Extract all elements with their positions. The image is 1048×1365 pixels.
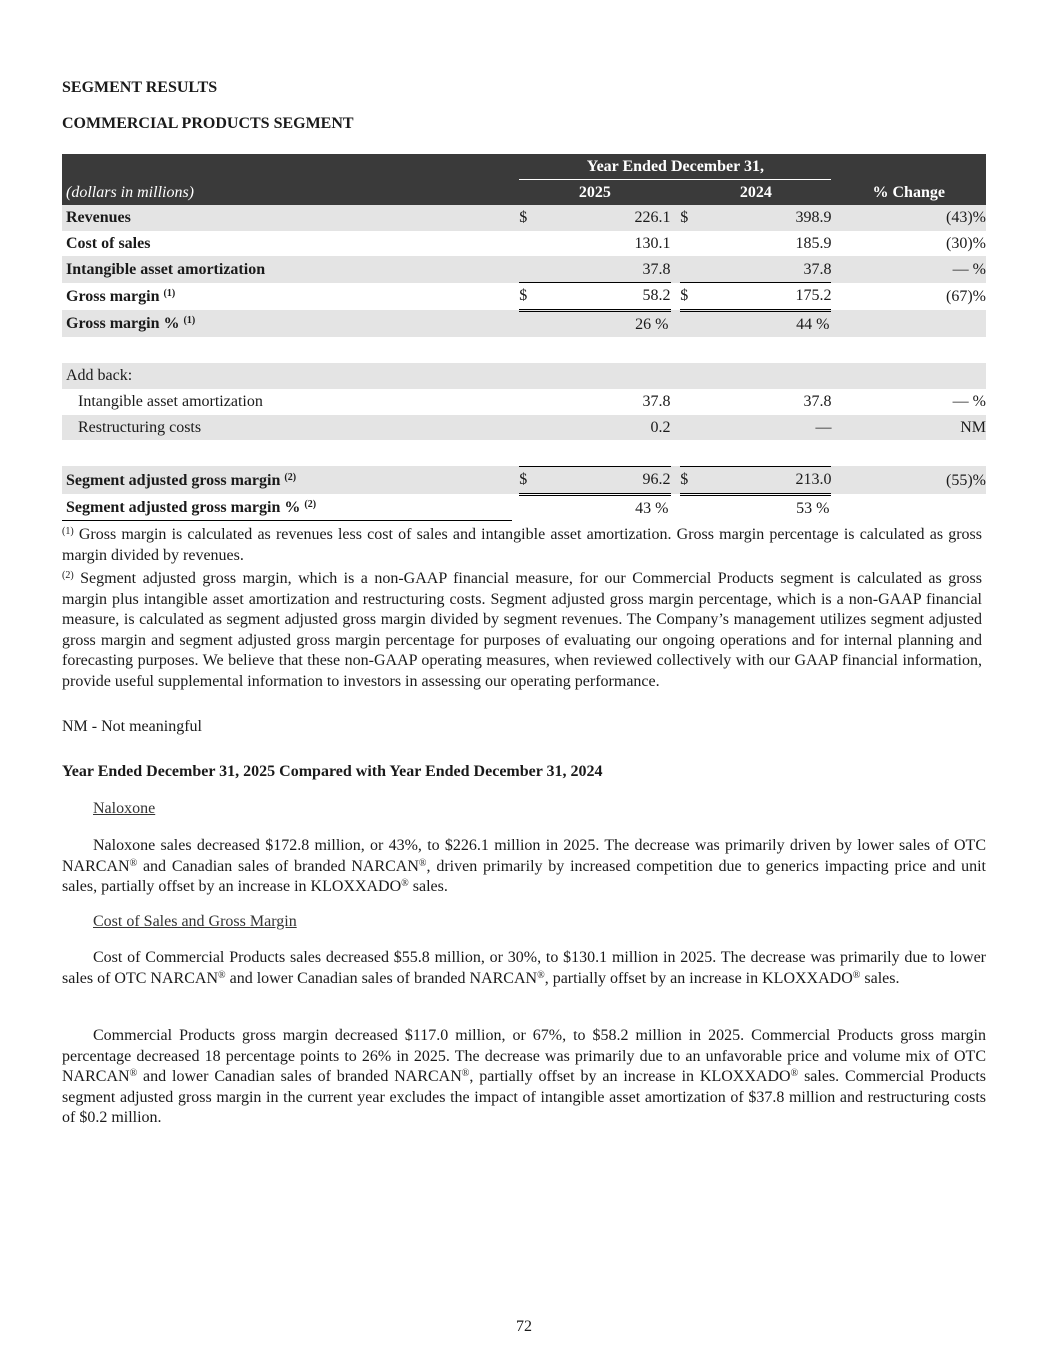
footnote-text: Segment adjusted gross margin, which is a non-GAAP financial measure, for our Commercial Products segment is calculated as gross margin plus intangible asset amortization and restructuring costs. Segment adjusted gross margin percentage, which is a non-GAAP financial measure, is calculated as segment adjusted gross margin divided by segment revenues. The Company’s management utilizes segment adjusted gross margin and segment adjusted gross margin percentage for purposes of evaluating our ongoing operations and for internal planning and forecasting purposes. We believe that these non-GAAP operating measures, when reviewed collectively with our GAAP financial information, provide useful supplemental information to investors in assessing our operating performance.	[62, 570, 982, 690]
currency-sign	[519, 310, 541, 337]
registered-mark: ®	[401, 878, 409, 889]
footnote-ref: (1)	[183, 315, 196, 327]
currency-sign: $	[680, 466, 702, 494]
text-run: , partially offset by an increase in KLOXXADO	[469, 1068, 791, 1085]
value-2025: 130.1	[634, 235, 671, 253]
page-number: 72	[516, 1318, 532, 1335]
value-2025: 58.2	[541, 283, 671, 311]
nm-note: NM - Not meaningful	[62, 718, 202, 735]
value-change: (55)%	[831, 466, 986, 494]
spacer-row	[62, 337, 986, 363]
registered-mark: ®	[537, 969, 545, 981]
header-year-2025: 2025	[519, 180, 670, 206]
row-label: Gross margin %	[66, 315, 180, 333]
table-row	[62, 389, 986, 415]
value-2025: 26 %	[541, 310, 671, 337]
text-run: , partially offset by an increase in KLOXXADO	[544, 969, 853, 987]
currency-sign	[680, 389, 702, 415]
value-2024: 44 %	[702, 310, 832, 337]
row-label: Intangible asset amortization	[66, 260, 266, 278]
table-row	[62, 205, 986, 231]
text-run: Cost of Commercial Products sales decreased $55.8 million, or 30%, to $130.1 million in 2025. The decrease was primarily due to lower sales of OTC NARCAN	[62, 949, 986, 987]
subheading-cost-of-sales: Cost of Sales and Gross Margin	[93, 913, 297, 930]
table-row	[62, 310, 986, 337]
text-run: sales.	[408, 878, 448, 895]
table-row	[62, 256, 986, 282]
table-row	[62, 494, 986, 521]
currency-sign	[680, 310, 702, 337]
footnote-text: Gross margin is calculated as revenues less cost of sales and intangible asset amortization. Gross margin percentage is calculated as gross margin divided by revenues.	[62, 526, 982, 564]
footnote-ref: (1)	[163, 287, 176, 299]
row-label: Revenues	[66, 209, 131, 227]
value-change: (67)%	[946, 287, 986, 305]
registered-mark: ®	[218, 969, 226, 981]
currency-sign	[680, 415, 702, 441]
value-2024: 37.8	[803, 393, 832, 411]
footnote-1	[62, 525, 982, 566]
header-period: Year Ended December 31,	[519, 154, 831, 180]
value-2024: —	[702, 415, 832, 441]
currency-sign: $	[680, 205, 702, 231]
value-2025: 37.8	[541, 256, 671, 282]
text-run: and lower Canadian sales of branded NARCAN	[137, 1068, 462, 1085]
currency-sign	[680, 231, 702, 257]
currency-sign: $	[680, 283, 702, 311]
value-2025: 43 %	[635, 499, 669, 517]
table-header-row-2	[62, 180, 986, 206]
subheading-naloxone: Naloxone	[93, 800, 156, 817]
footnote-2	[62, 569, 982, 692]
row-label: Gross margin	[66, 287, 160, 305]
registered-mark: ®	[790, 1068, 799, 1079]
footnote-divider	[62, 520, 512, 521]
value-change: (30)%	[946, 235, 986, 253]
row-label: Add back:	[66, 367, 133, 385]
table-header-row-1	[62, 154, 986, 180]
text-run: Naloxone sales decreased $172.8 million, or 43%, to $226.1 million in 2025. The decrease was primarily driven by lower sales of OTC NARCAN	[62, 837, 986, 875]
row-label: Segment adjusted gross margin	[66, 471, 281, 489]
paragraph-gross-margin	[62, 1026, 986, 1129]
currency-sign	[519, 389, 541, 415]
currency-sign	[519, 494, 541, 521]
text-run: Commercial Products gross margin decreased $117.0 million, or 67%, to $58.2 million in 2025. Commercial Products gross margin percentage decreased 18 percentage points to 26% in 2025. The decrease was primarily due to an unfavorable price and volume mix of OTC NARCAN	[62, 1027, 986, 1085]
currency-sign: $	[519, 283, 541, 311]
registered-mark: ®	[852, 969, 861, 981]
row-label: Segment adjusted gross margin %	[66, 499, 301, 517]
currency-sign	[680, 494, 702, 521]
text-run: sales.	[860, 969, 900, 987]
heading-commercial-products-segment: COMMERCIAL PRODUCTS SEGMENT	[62, 115, 354, 132]
table-row	[62, 231, 986, 257]
value-2024: 185.9	[795, 235, 832, 253]
header-units: (dollars in millions)	[62, 180, 519, 206]
value-change: — %	[952, 393, 986, 411]
value-change	[831, 494, 986, 521]
value-2025: 226.1	[541, 205, 671, 231]
value-2025: 37.8	[642, 393, 671, 411]
value-2024: 398.9	[702, 205, 832, 231]
currency-sign: $	[519, 466, 541, 494]
value-change: (43)%	[831, 205, 986, 231]
currency-sign	[519, 415, 541, 441]
heading-segment-results: SEGMENT RESULTS	[62, 79, 218, 96]
header-year-2024: 2024	[680, 180, 831, 206]
registered-mark: ®	[129, 857, 138, 869]
text-run: and Canadian sales of branded NARCAN	[137, 857, 419, 875]
value-2024: 37.8	[702, 256, 832, 282]
footnote-mark: (1)	[62, 526, 74, 537]
currency-sign	[680, 256, 702, 282]
registered-mark: ®	[129, 1068, 138, 1079]
table-row	[62, 283, 986, 311]
registered-mark: ®	[418, 857, 427, 869]
currency-sign	[519, 256, 541, 282]
footnote-mark: (2)	[62, 570, 74, 581]
row-label: Cost of sales	[66, 235, 151, 253]
value-2024: 213.0	[702, 466, 832, 494]
row-label: Intangible asset amortization	[78, 393, 263, 411]
paragraph-naloxone	[62, 836, 986, 898]
header-change: % Change	[831, 180, 986, 206]
registered-mark: ®	[461, 1068, 470, 1079]
value-2024: 53 %	[796, 499, 830, 517]
spacer-row	[62, 440, 986, 466]
paragraph-cost-of-sales	[62, 948, 986, 989]
value-2024: 175.2	[702, 283, 832, 311]
segment-results-table	[62, 154, 986, 521]
currency-sign	[519, 231, 541, 257]
text-run: sales. Commercial Products segment adjusted gross margin in the current year excludes the impact of intangible asset amortization of $37.8 million and restructuring costs of $0.2 million.	[62, 1068, 986, 1126]
value-2025: 0.2	[541, 415, 671, 441]
footnote-ref: (2)	[304, 499, 317, 511]
table-row	[62, 415, 986, 441]
value-change: NM	[831, 415, 986, 441]
value-2025: 96.2	[541, 466, 671, 494]
table-row	[62, 466, 986, 494]
row-label: Restructuring costs	[78, 418, 202, 436]
text-run: , driven primarily by increased competition due to generics impacting price and unit sales, partially offset by an increase in KLOXXADO	[62, 857, 986, 895]
currency-sign: $	[519, 205, 541, 231]
footnote-ref: (2)	[284, 471, 297, 483]
text-run: and lower Canadian sales of branded NARCAN	[225, 969, 538, 987]
value-change: — %	[831, 256, 986, 282]
value-change	[831, 310, 986, 337]
comparison-title: Year Ended December 31, 2025 Compared with Year Ended December 31, 2024	[62, 763, 603, 780]
table-row	[62, 363, 986, 389]
